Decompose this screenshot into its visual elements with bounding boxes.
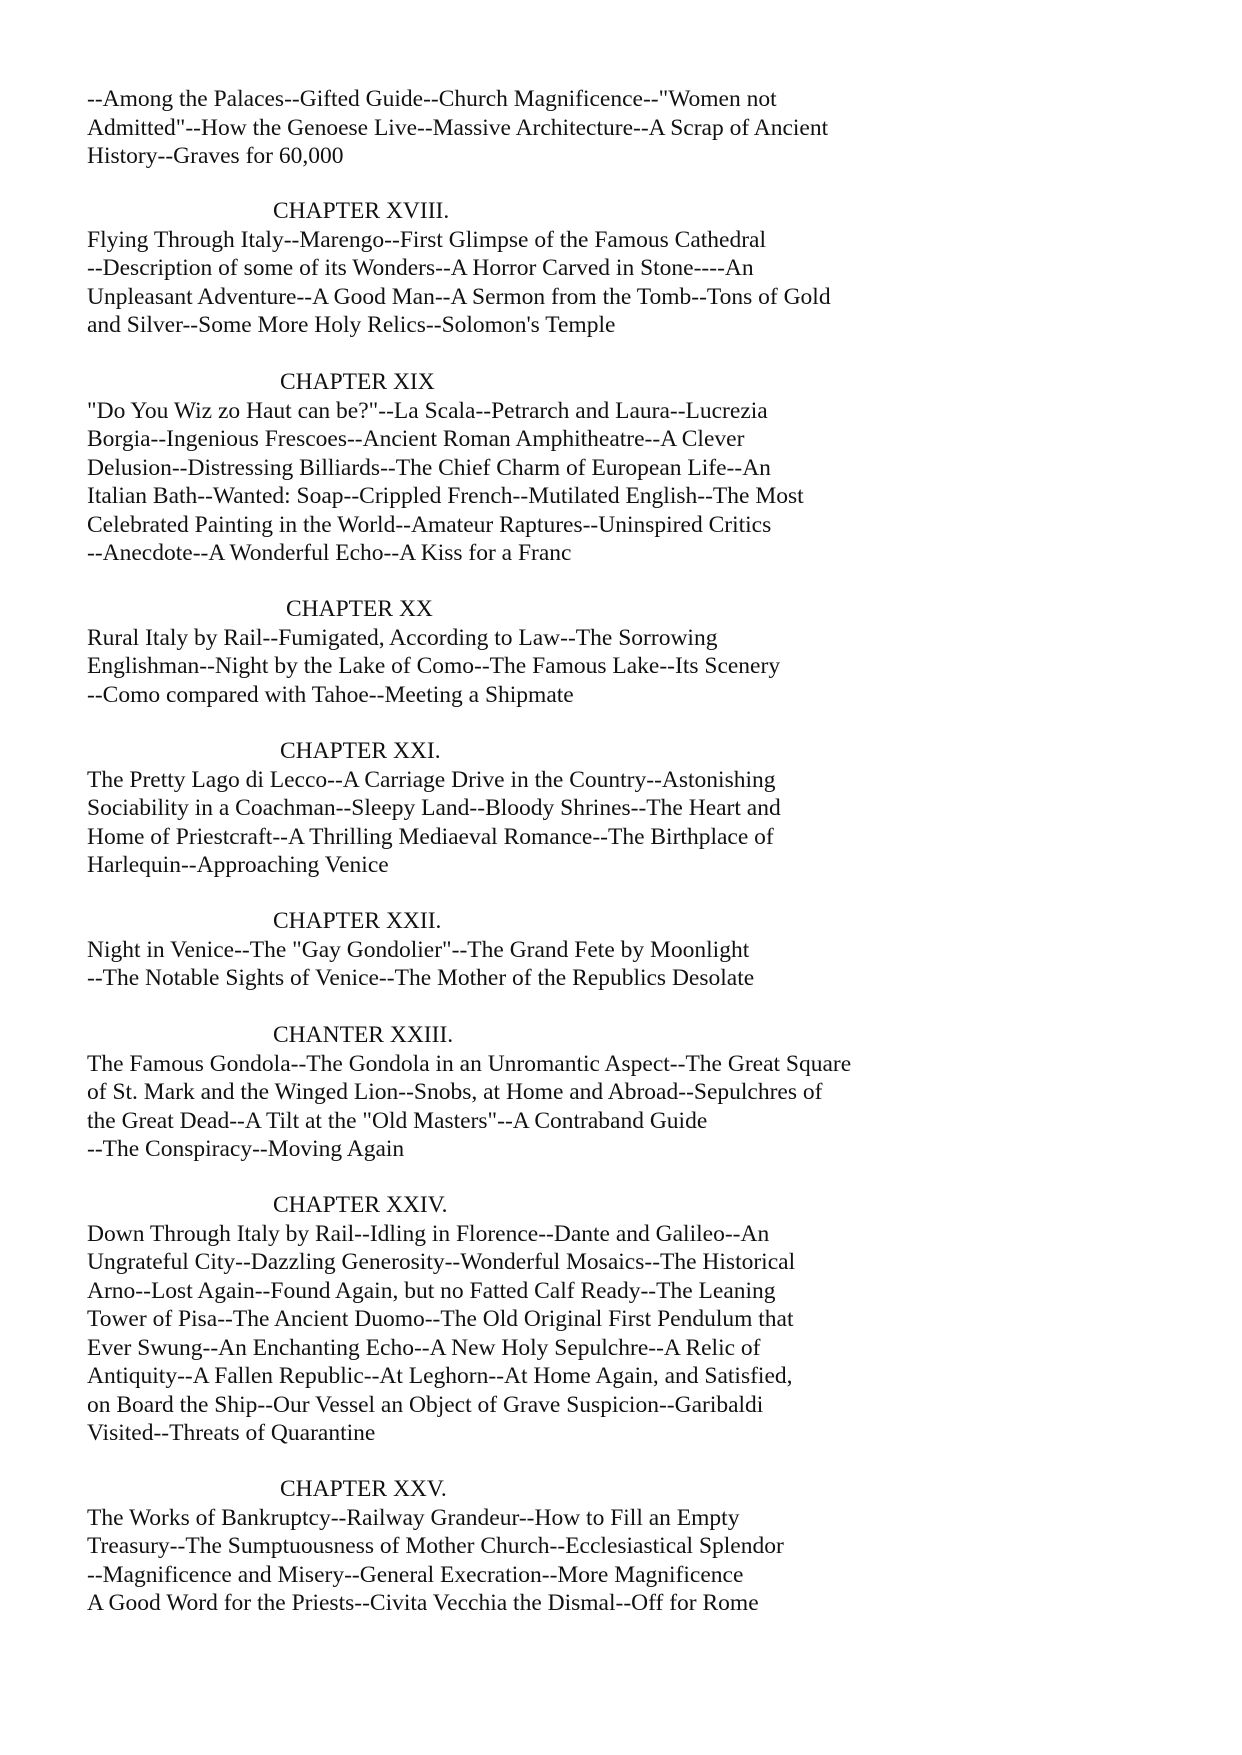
text-line: Ungrateful City--Dazzling Generosity--Wonderful Mosaics--The Historical — [87, 1249, 796, 1275]
text-line: on Board the Ship--Our Vessel an Object of Grave Suspicion--Garibaldi — [87, 1391, 764, 1418]
chapter-xx — [87, 595, 1087, 709]
text-line: --Magnificence and Misery--General Execration--More Magnificence — [87, 1561, 744, 1588]
chapter-xxiv — [87, 1191, 1087, 1448]
chapter-xxi — [87, 737, 1087, 880]
text-line: History--Graves for 60,000 — [87, 143, 344, 169]
text-line: Borgia--Ingenious Frescoes--Ancient Roman Amphitheatre--A Clever — [87, 426, 745, 452]
text-line: Tower of Pisa--The Ancient Duomo--The Old Original First Pendulum that — [87, 1306, 794, 1332]
text-line: Ever Swung--An Enchanting Echo--A New Holy Sepulchre--A Relic of — [87, 1334, 761, 1361]
text-line: Sociability in a Coachman--Sleepy Land--Bloody Shrines--The Heart and — [87, 795, 781, 821]
text-line: A Good Word for the Priests--Civita Vecchia the Dismal--Off for Rome — [87, 1590, 759, 1616]
text-line: the Great Dead--A Tilt at the "Old Masters"--A Contraband Guide — [87, 1107, 708, 1134]
chapter-heading: CHAPTER XXV. — [280, 1476, 447, 1502]
chapter-heading: CHAPTER XVIII. — [273, 198, 450, 224]
text-line: Night in Venice--The "Gay Gondolier"--The Grand Fete by Moonlight — [87, 936, 750, 963]
text-line: Admitted"--How the Genoese Live--Massive Architecture--A Scrap of Ancient — [87, 114, 829, 141]
text-line: Delusion--Distressing Billiards--The Chief Charm of European Life--An — [87, 454, 771, 481]
chapter-heading: CHANTER XXIII. — [273, 1022, 454, 1048]
text-line: The Pretty Lago di Lecco--A Carriage Drive in the Country--Astonishing — [87, 766, 776, 793]
text-line: of St. Mark and the Winged Lion--Snobs, at Home and Abroad--Sepulchres of — [87, 1079, 823, 1105]
text-line: Antiquity--A Fallen Republic--At Leghorn--At Home Again, and Satisfied, — [87, 1363, 793, 1389]
text-line: "Do You Wiz zo Haut can be?"--La Scala--Petrarch and Laura--Lucrezia — [87, 397, 768, 424]
text-line: and Silver--Some More Holy Relics--Solomon's Temple — [87, 312, 616, 338]
text-line: --The Notable Sights of Venice--The Mother of the Republics Desolate — [87, 965, 755, 991]
text-line: Down Through Italy by Rail--Idling in Florence--Dante and Galileo--An — [87, 1220, 770, 1247]
text-line: Englishman--Night by the Lake of Como--The Famous Lake--Its Scenery — [87, 653, 781, 679]
chapter-xxv — [87, 1475, 1087, 1618]
text-line: Unpleasant Adventure--A Good Man--A Sermon from the Tomb--Tons of Gold — [87, 283, 831, 310]
text-line: Home of Priestcraft--A Thrilling Mediaeval Romance--The Birthplace of — [87, 823, 774, 850]
text-line: The Famous Gondola--The Gondola in an Unromantic Aspect--The Great Square — [87, 1050, 852, 1077]
chapter-xxiii — [87, 1021, 1087, 1164]
text-line: Arno--Lost Again--Found Again, but no Fatted Calf Ready--The Leaning — [87, 1277, 776, 1304]
chapter-heading: CHAPTER XXIV. — [273, 1192, 448, 1218]
text-line: Treasury--The Sumptuousness of Mother Church--Ecclesiastical Splendor — [87, 1533, 784, 1559]
text-line: Celebrated Painting in the World--Amateur Raptures--Uninspired Critics — [87, 511, 772, 538]
chapter-heading: CHAPTER XX — [286, 596, 433, 622]
chapter-xxii — [87, 907, 1087, 993]
text-line: Harlequin--Approaching Venice — [87, 852, 389, 878]
chapter-heading: CHAPTER XXI. — [280, 738, 441, 764]
text-line: Visited--Threats of Quarantine — [87, 1420, 376, 1446]
text-line: Rural Italy by Rail--Fumigated, According to Law--The Sorrowing — [87, 624, 718, 651]
text-line: --Description of some of its Wonders--A Horror Carved in Stone----An — [87, 255, 754, 281]
text-line: --Anecdote--A Wonderful Echo--A Kiss for a Franc — [87, 540, 572, 566]
text-line: The Works of Bankruptcy--Railway Grandeur--How to Fill an Empty — [87, 1504, 740, 1531]
chapter-heading: CHAPTER XXII. — [273, 908, 442, 934]
text-line: --Among the Palaces--Gifted Guide--Church Magnificence--"Women not — [87, 86, 777, 112]
chapter-heading: CHAPTER XIX — [280, 369, 435, 395]
text-line: --Como compared with Tahoe--Meeting a Shipmate — [87, 681, 574, 708]
chapter-xix — [87, 368, 1087, 568]
chapter-xviii — [87, 197, 1087, 340]
text-line: Flying Through Italy--Marengo--First Glimpse of the Famous Cathedral — [87, 226, 766, 253]
text-line: Italian Bath--Wanted: Soap--Crippled French--Mutilated English--The Most — [87, 483, 804, 509]
intro-paragraph — [87, 85, 1087, 171]
text-line: --The Conspiracy--Moving Again — [87, 1136, 405, 1162]
